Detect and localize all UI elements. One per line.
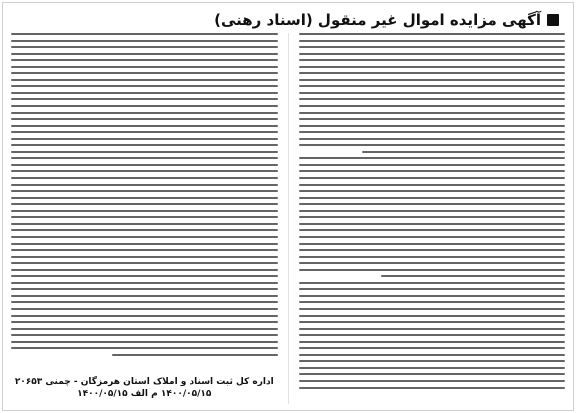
text-line: [11, 112, 278, 114]
text-line: [299, 301, 566, 303]
text-line: [11, 46, 278, 48]
text-line: [11, 164, 278, 166]
text-line: [11, 144, 278, 146]
text-line: [11, 203, 278, 205]
text-line: [299, 138, 566, 140]
text-line: [11, 59, 278, 61]
body-column-left: [11, 33, 278, 404]
text-line: [299, 33, 566, 35]
text-line: [11, 40, 278, 42]
text-line: [11, 72, 278, 74]
text-line: [299, 373, 566, 375]
text-line: [112, 354, 277, 356]
text-line: [299, 269, 566, 271]
text-line: [299, 85, 566, 87]
text-line: [299, 243, 566, 245]
text-line: [11, 308, 278, 310]
text-line: [11, 295, 278, 297]
text-line: [299, 118, 566, 120]
footer-date: ۱۴۰۰/۰۵/۱۵ م الف ۱۴۰۰/۰۵/۱۵: [77, 389, 212, 399]
footer-organization: اداره کل ثبت اسناد و املاک استان هرمزگان - چمنی ۲۰۶۵۳: [14, 377, 274, 387]
text-line: [299, 229, 566, 231]
text-line: [11, 33, 278, 35]
text-line: [11, 315, 278, 317]
notice-body: [11, 33, 565, 404]
body-column-right: [299, 33, 566, 404]
text-line: [299, 328, 566, 330]
text-line: [299, 66, 566, 68]
notice-sheet: [2, 2, 574, 411]
square-bullet-icon: [547, 14, 559, 26]
text-line: [299, 380, 566, 382]
text-line: [11, 85, 278, 87]
text-line: [11, 282, 278, 284]
text-line: [299, 262, 566, 264]
text-line: [11, 184, 278, 186]
text-line: [11, 125, 278, 127]
text-line: [11, 301, 278, 303]
text-line: [299, 46, 566, 48]
text-line: [299, 354, 566, 356]
text-line: [11, 92, 278, 94]
text-line: [11, 229, 278, 231]
text-line: [11, 177, 278, 179]
text-line: [11, 256, 278, 258]
text-line: [11, 236, 278, 238]
text-line: [299, 53, 566, 55]
text-line: [11, 138, 278, 140]
text-line: [11, 275, 278, 277]
text-line: [299, 341, 566, 343]
text-line: [299, 223, 566, 225]
text-line: [11, 334, 278, 336]
notice-header: [214, 9, 559, 31]
text-line: [11, 170, 278, 172]
notice-footer: [11, 376, 278, 400]
text-line: [11, 210, 278, 212]
text-line: [299, 144, 566, 146]
text-line: [299, 40, 566, 42]
text-line: [299, 216, 566, 218]
text-line: [11, 79, 278, 81]
text-line: [11, 347, 278, 349]
text-line: [299, 164, 566, 166]
text-line: [299, 72, 566, 74]
text-line: [11, 53, 278, 55]
text-line: [299, 197, 566, 199]
text-line: [11, 190, 278, 192]
text-line: [299, 59, 566, 61]
text-line: [11, 328, 278, 330]
text-line: [299, 295, 566, 297]
text-line: [299, 367, 566, 369]
text-line: [299, 203, 566, 205]
text-line: [299, 125, 566, 127]
text-line: [299, 236, 566, 238]
text-line: [299, 347, 566, 349]
text-line: [11, 223, 278, 225]
text-line: [299, 315, 566, 317]
text-line: [11, 197, 278, 199]
text-line: [299, 170, 566, 172]
text-line: [11, 131, 278, 133]
text-line: [11, 216, 278, 218]
text-line: [299, 177, 566, 179]
text-line: [11, 269, 278, 271]
text-line: [299, 79, 566, 81]
text-line: [299, 98, 566, 100]
text-line: [11, 98, 278, 100]
text-line: [299, 184, 566, 186]
text-line: [11, 341, 278, 343]
text-line: [11, 157, 278, 159]
text-line: [11, 321, 278, 323]
text-line: [11, 105, 278, 107]
text-line: [299, 131, 566, 133]
text-line: [11, 262, 278, 264]
text-line: [299, 387, 566, 389]
text-line: [299, 282, 566, 284]
notice-title: آگهی مزایده اموال غیر منقول (اسناد رهنی): [214, 11, 541, 29]
text-line: [299, 256, 566, 258]
text-line: [11, 243, 278, 245]
text-line: [299, 190, 566, 192]
text-line: [299, 210, 566, 212]
text-line: [11, 118, 278, 120]
text-line: [299, 308, 566, 310]
text-line: [362, 151, 565, 153]
text-line: [11, 288, 278, 290]
text-line: [299, 157, 566, 159]
text-line: [299, 334, 566, 336]
text-line: [299, 360, 566, 362]
text-line: [299, 105, 566, 107]
text-line: [299, 321, 566, 323]
text-line: [11, 151, 278, 153]
text-line: [299, 288, 566, 290]
text-line: [381, 275, 565, 277]
text-line: [299, 249, 566, 251]
text-line: [11, 66, 278, 68]
text-line: [299, 112, 566, 114]
text-line: [299, 92, 566, 94]
text-line: [11, 249, 278, 251]
column-divider: [288, 33, 289, 404]
